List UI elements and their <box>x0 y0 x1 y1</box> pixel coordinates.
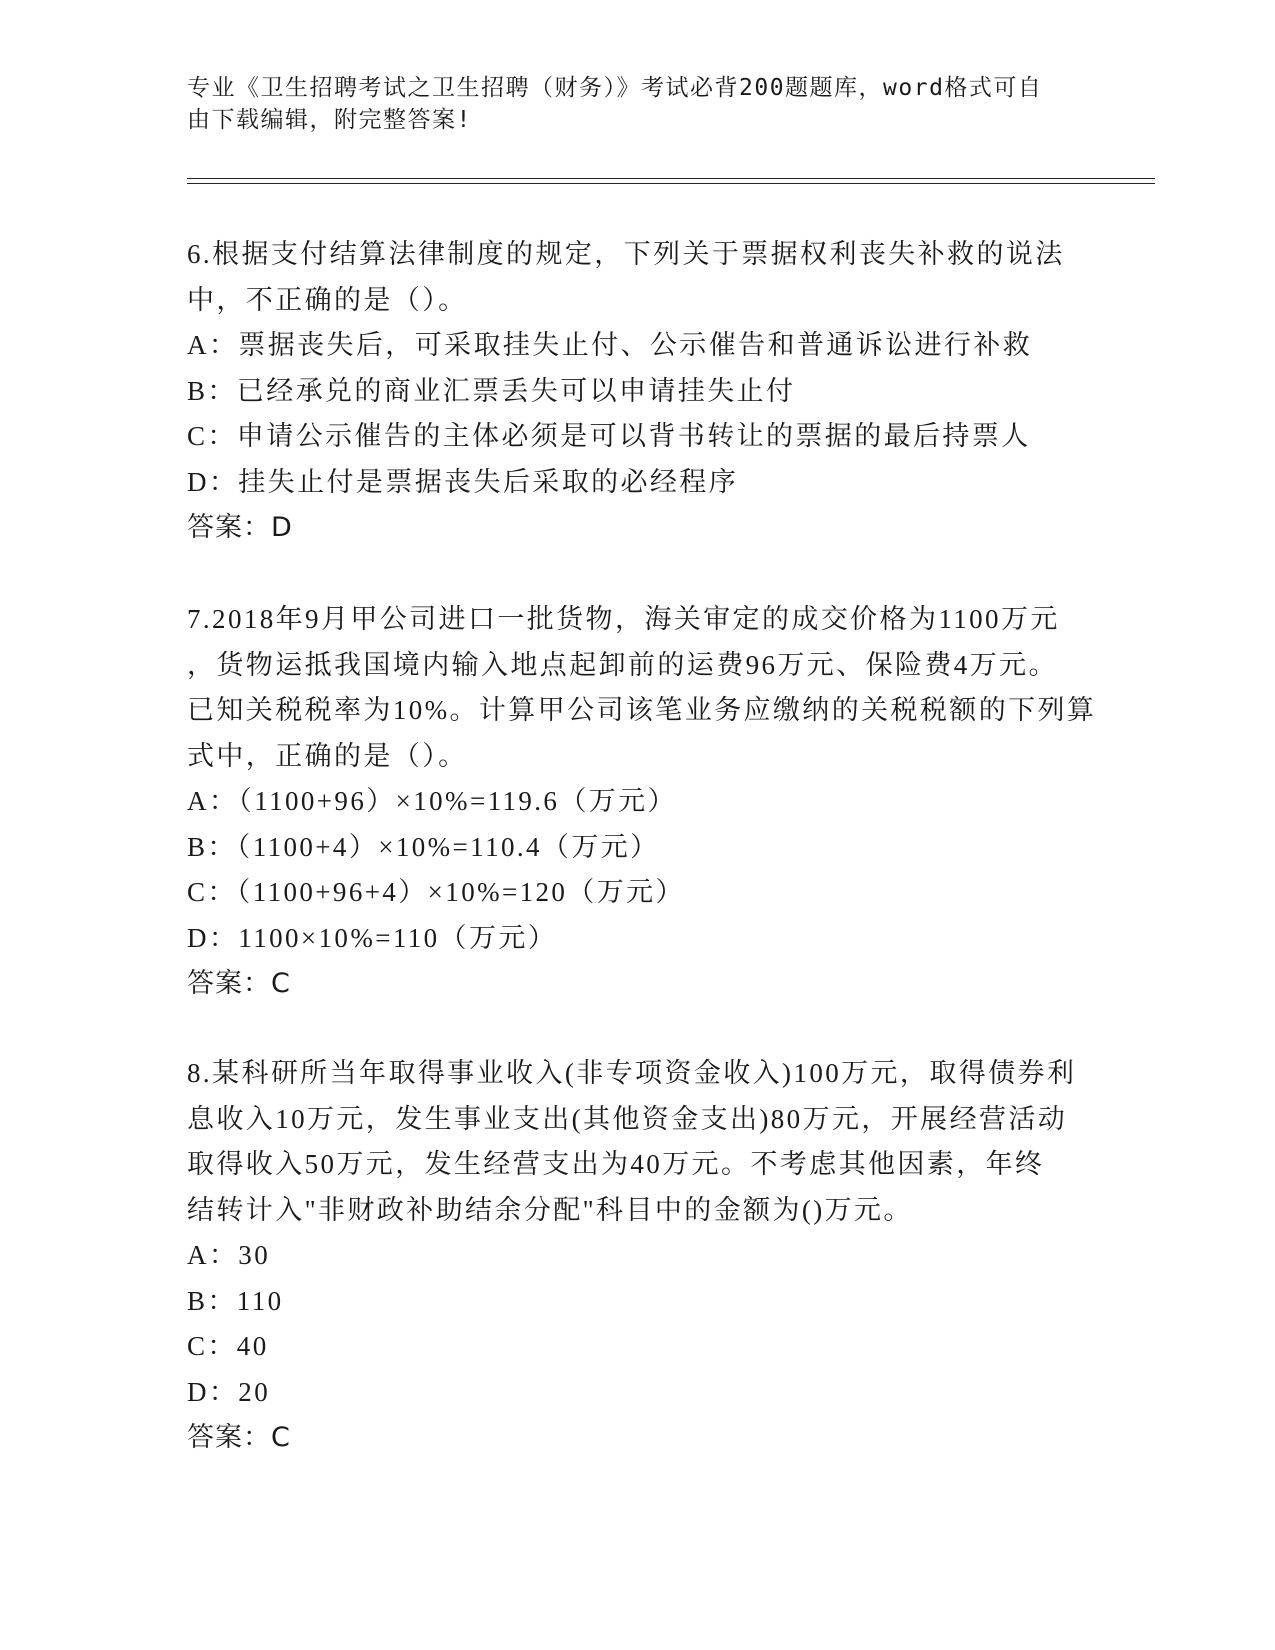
question-6 <box>187 232 1087 551</box>
option-a: A：30 <box>187 1240 271 1270</box>
question-stem-line: 6.根据支付结算法律制度的规定，下列关于票据权利丧失补救的说法 <box>187 239 1065 269</box>
question-8 <box>187 1051 1087 1461</box>
option-c: C：（1100+96+4）×10%=120（万元） <box>187 877 685 907</box>
question-stem-line: 已知关税税率为10%。计算甲公司该笔业务应缴纳的关税税额的下列算 <box>187 695 1097 725</box>
document-header <box>187 72 1067 136</box>
question-stem-line: ，货物运抵我国境内输入地点起卸前的运费96万元、保险费4万元。 <box>187 649 1058 680</box>
header-line-1: 专业《卫生招聘考试之卫生招聘（财务）》考试必背200题题库，word格式可自 <box>187 75 1043 101</box>
option-c: C：申请公示催告的主体必须是可以背书转让的票据的最后持票人 <box>187 421 1031 451</box>
option-d: D：1100×10%=110（万元） <box>187 922 558 953</box>
option-a: A：（1100+96）×10%=119.6（万元） <box>187 786 677 816</box>
header-divider-top <box>187 178 1155 179</box>
question-7 <box>187 597 1097 1007</box>
option-a: A：票据丧失后，可采取挂失止付、公示催告和普通诉讼进行补救 <box>187 330 1033 360</box>
answer-line: 答案：D <box>187 512 293 543</box>
question-stem-line: 中，不正确的是（）。 <box>187 284 468 315</box>
question-stem-line: 取得收入50万元，发生经营支出为40万元。不考虑其他因素，年终 <box>187 1149 1045 1179</box>
answer-line: 答案：C <box>187 968 291 999</box>
question-stem-line: 8.某科研所当年取得事业收入(非专项资金收入)100万元，取得债券利 <box>187 1058 1077 1088</box>
header-line-2: 由下载编辑，附完整答案! <box>187 107 472 133</box>
option-d: D：20 <box>187 1376 271 1407</box>
option-b: B：（1100+4）×10%=110.4（万元） <box>187 831 660 862</box>
header-divider-bottom <box>187 183 1155 184</box>
question-stem-line: 7.2018年9月甲公司进口一批货物，海关审定的成交价格为1100万元 <box>187 604 1060 634</box>
option-d: D：挂失止付是票据丧失后采取的必经程序 <box>187 466 739 497</box>
question-stem-line: 式中，正确的是（）。 <box>187 740 468 771</box>
question-stem-line: 结转计入"非财政补助结余分配"科目中的金额为()万元。 <box>187 1194 913 1225</box>
answer-line: 答案：C <box>187 1422 291 1453</box>
question-stem-line: 息收入10万元，发生事业支出(其他资金支出)80万元，开展经营活动 <box>187 1103 1068 1134</box>
option-b: B：110 <box>187 1285 284 1316</box>
option-b: B：已经承兑的商业汇票丢失可以申请挂失止付 <box>187 375 796 406</box>
option-c: C：40 <box>187 1331 269 1361</box>
